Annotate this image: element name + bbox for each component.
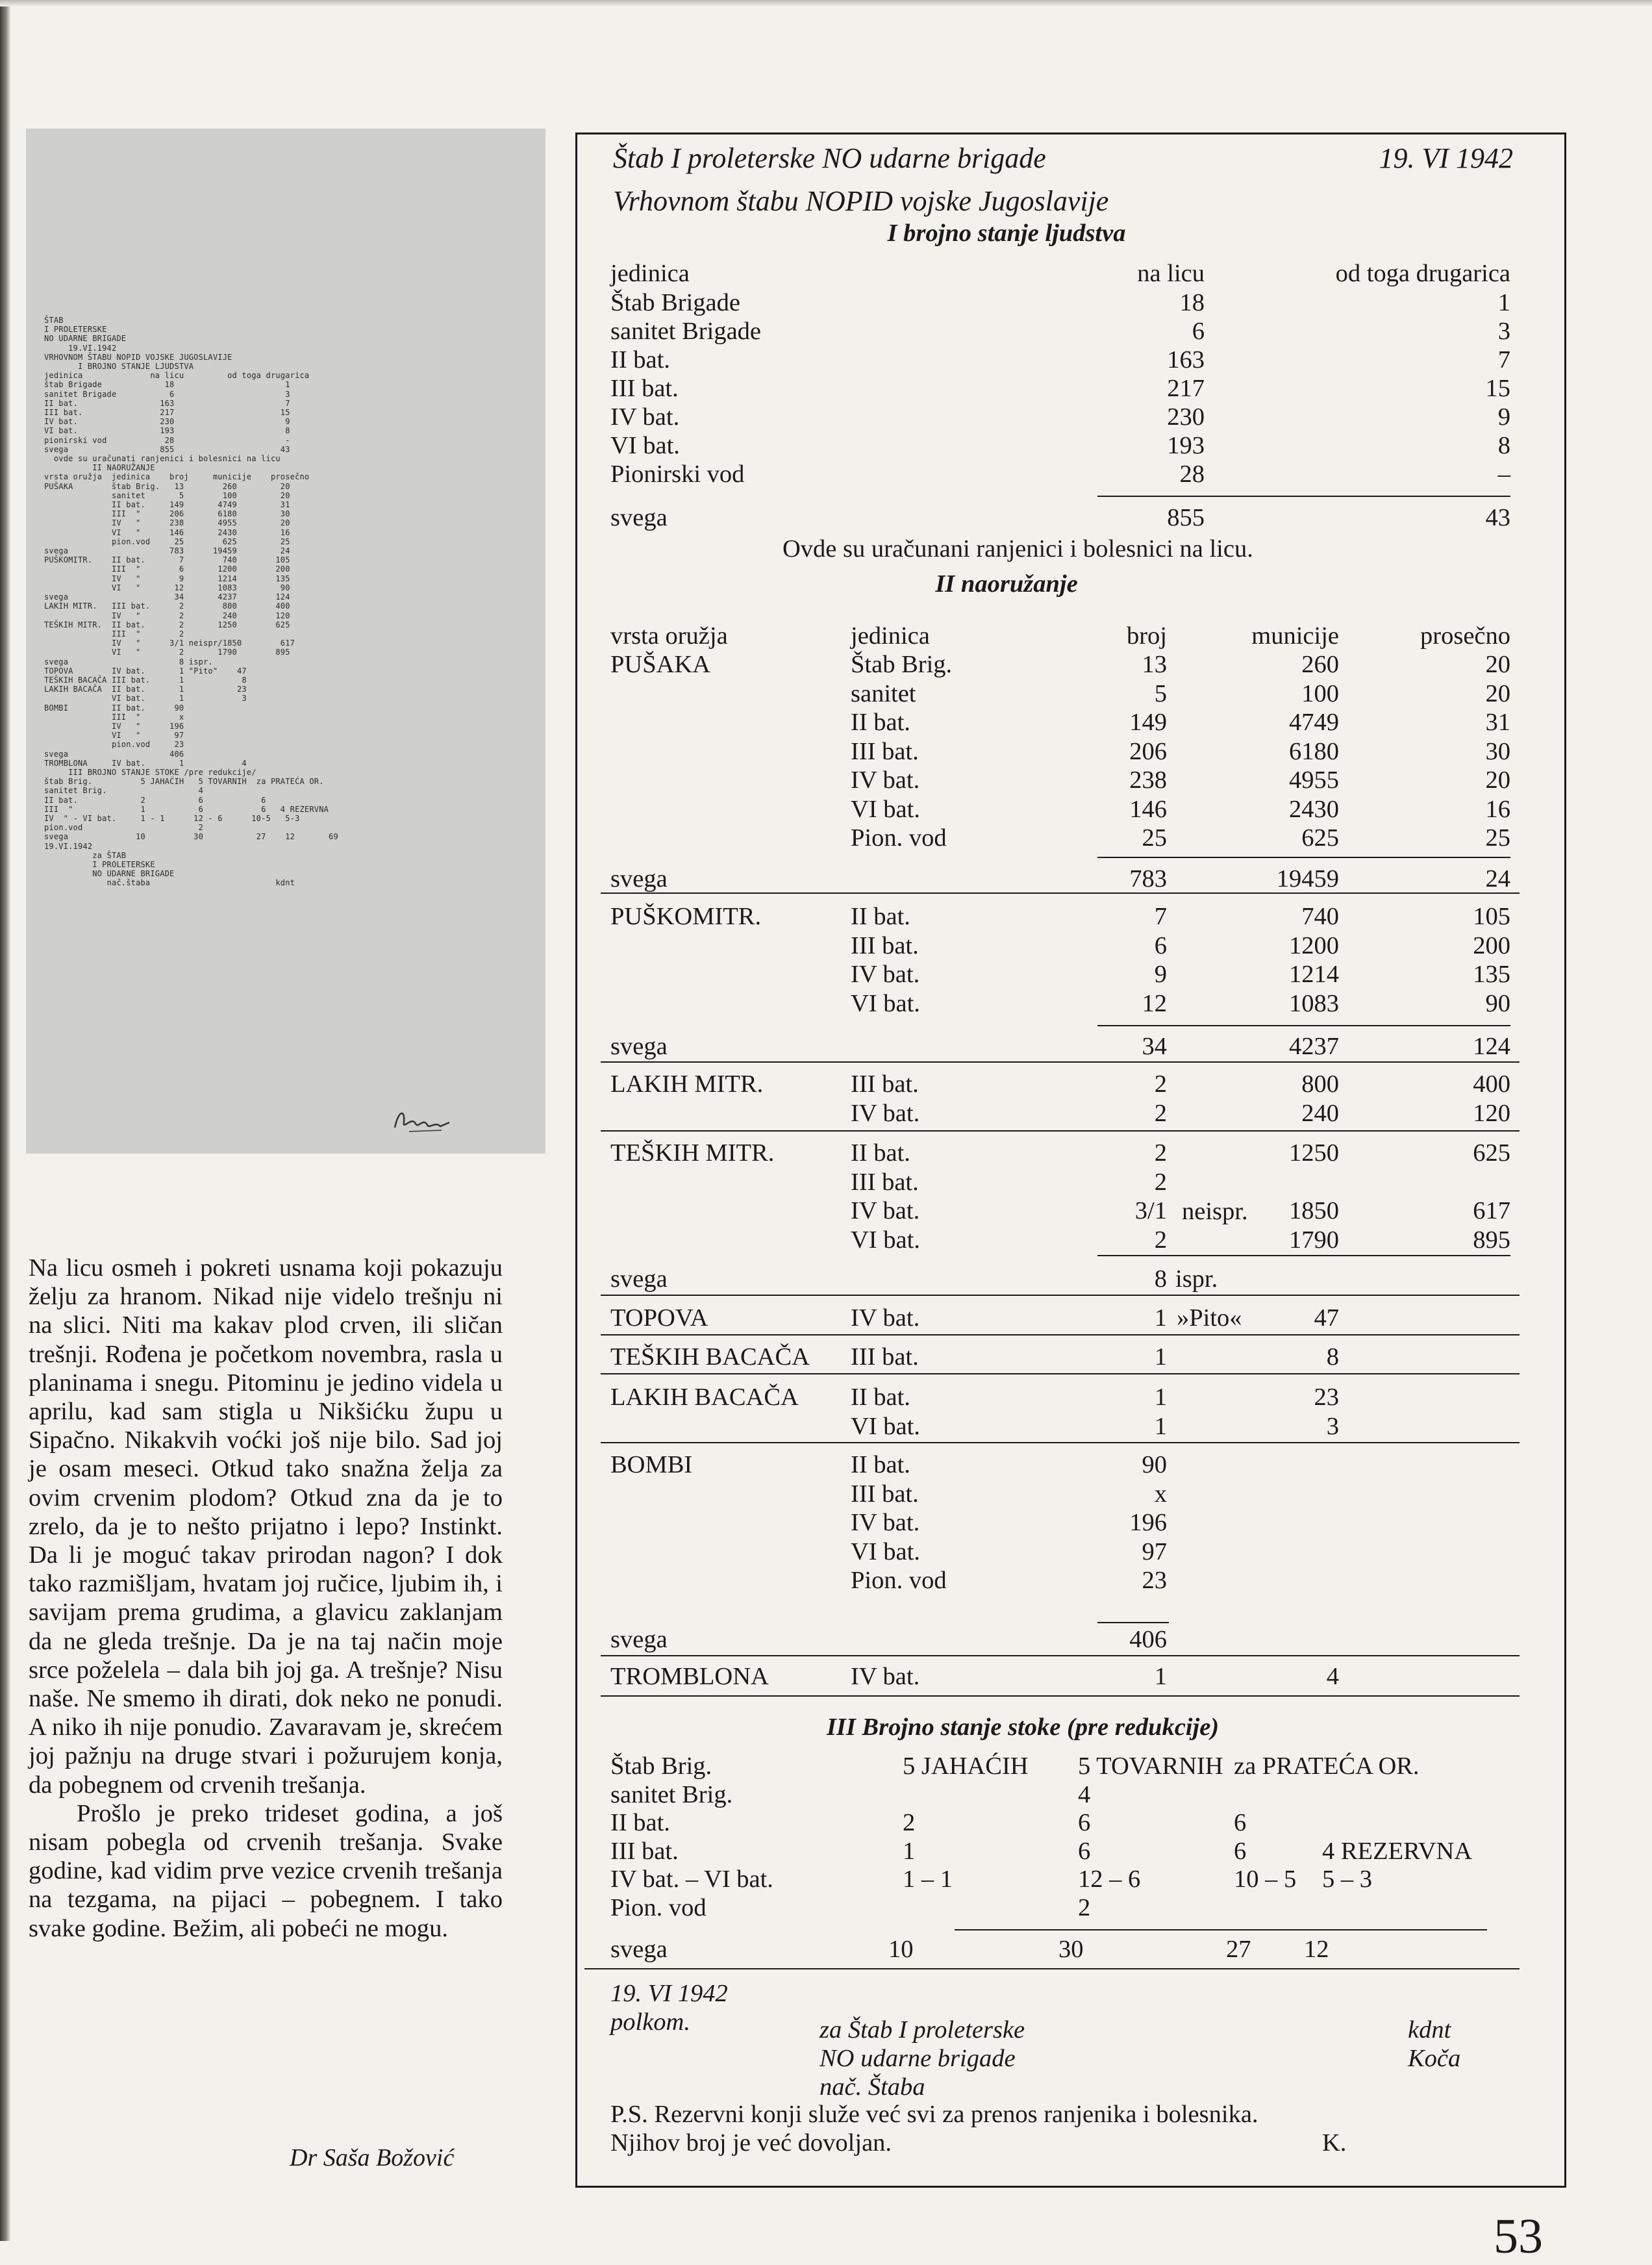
total-value: 10 bbox=[888, 1936, 914, 1963]
total-value: 30 bbox=[1058, 1936, 1084, 1963]
table-cell: 400 bbox=[1473, 1070, 1510, 1098]
table-cell: 2430 bbox=[1289, 795, 1339, 823]
table-cell: 617 bbox=[1473, 1197, 1510, 1224]
unit-label: II bat. bbox=[851, 709, 910, 736]
header-recipient: Vrhovnom štabu NOPID vojske Jugoslavije bbox=[613, 185, 1109, 217]
unit-label: III bat. bbox=[851, 931, 919, 959]
unit-label: VI bat. bbox=[851, 989, 920, 1017]
table-cell: 230 bbox=[1167, 403, 1205, 431]
section-rule bbox=[601, 1695, 1520, 1697]
table-cell: 1 bbox=[1497, 289, 1510, 316]
unit-label: Štab Brig. bbox=[851, 651, 953, 678]
column-header: vrsta oružja bbox=[610, 622, 728, 650]
table-cell: 217 bbox=[1167, 375, 1205, 402]
table-cell: 20 bbox=[1485, 766, 1510, 794]
table-cell: 1 bbox=[1154, 1663, 1167, 1690]
total-rule bbox=[1097, 1025, 1510, 1026]
unit-label: VI bat. bbox=[851, 1412, 920, 1440]
section-rule bbox=[601, 1130, 1520, 1132]
table-cell: 193 bbox=[1167, 432, 1205, 459]
total-value: 27 bbox=[1226, 1936, 1251, 1963]
table-cell: – bbox=[1497, 461, 1510, 488]
table-cell: 2 bbox=[1154, 1226, 1167, 1254]
unit-label: VI bat. bbox=[851, 795, 920, 823]
table-cell: 3 bbox=[1326, 1412, 1339, 1440]
unit-label: II bat. bbox=[851, 903, 910, 930]
section-rule bbox=[601, 1334, 1520, 1335]
unit-label: III bat. bbox=[610, 1837, 679, 1865]
table-cell: 7 bbox=[1154, 903, 1167, 930]
table-cell: 1 bbox=[1154, 1384, 1167, 1411]
table-cell: 18 bbox=[1179, 289, 1205, 316]
weapon-type-label: TROMBLONA bbox=[610, 1663, 769, 1690]
total-label: svega bbox=[610, 1265, 668, 1293]
table-cell: 2 bbox=[1078, 1893, 1091, 1921]
unit-label: III bat. bbox=[851, 737, 919, 765]
postscript-line: Njihov broj je već dovoljan. bbox=[610, 2129, 892, 2157]
table-cell: 9 bbox=[1497, 403, 1510, 431]
unit-label: IV bat. – VI bat. bbox=[610, 1866, 773, 1893]
author-signature: Dr Saša Božović bbox=[290, 2144, 455, 2171]
table-cell: 4 bbox=[1326, 1663, 1339, 1690]
total-label: svega bbox=[610, 865, 668, 892]
table-cell: 1214 bbox=[1289, 961, 1339, 988]
table-row-label: Štab Brigade bbox=[610, 289, 740, 316]
table-cell: 1083 bbox=[1289, 989, 1339, 1017]
table-cell: 5 bbox=[1154, 679, 1167, 707]
table-cell: 1 bbox=[1154, 1412, 1167, 1440]
table-cell: 105 bbox=[1473, 903, 1510, 930]
table-cell: 23 bbox=[1142, 1567, 1167, 1594]
table-cell: 5 TOVARNIH bbox=[1078, 1753, 1223, 1780]
total-label: svega bbox=[610, 1936, 668, 1963]
table-cell: 1790 bbox=[1289, 1226, 1339, 1254]
table-row-label: sanitet Brigade bbox=[610, 318, 761, 345]
table-cell: 4749 bbox=[1289, 709, 1339, 736]
total-value: 8 bbox=[1154, 1265, 1167, 1293]
unit-label: III bat. bbox=[851, 1070, 919, 1098]
table-cell: 20 bbox=[1485, 679, 1510, 707]
note-neispr: neispr. bbox=[1182, 1198, 1248, 1225]
table-cell: 163 bbox=[1167, 346, 1205, 373]
column-header: od toga drugarica bbox=[1335, 260, 1510, 287]
total-value: 24 bbox=[1485, 865, 1510, 892]
weapon-type-label: LAKIH BACAČA bbox=[610, 1384, 799, 1411]
unit-label: IV bat. bbox=[851, 766, 920, 794]
table-row-label: IV bat. bbox=[610, 403, 680, 431]
table-cell: 2 bbox=[903, 1809, 916, 1836]
table-cell: 3/1 bbox=[1134, 1197, 1167, 1224]
table-cell: 740 bbox=[1301, 903, 1339, 930]
table-cell: 10 – 5 bbox=[1234, 1866, 1297, 1893]
table-cell: x bbox=[1154, 1480, 1167, 1508]
table-cell: 240 bbox=[1301, 1099, 1339, 1127]
total-value: 19459 bbox=[1276, 865, 1339, 892]
unit-label: Pion. vod bbox=[851, 1567, 947, 1594]
column-header: jedinica bbox=[610, 260, 690, 287]
table-cell: 196 bbox=[1129, 1509, 1167, 1536]
table-cell: 800 bbox=[1301, 1070, 1339, 1098]
table-cell: 1 – 1 bbox=[903, 1866, 953, 1893]
header-sender: Štab I proleterske NO udarne brigade bbox=[613, 142, 1046, 174]
table-cell: 25 bbox=[1485, 824, 1510, 852]
table-cell: 895 bbox=[1473, 1226, 1510, 1254]
footer-signatory: nač. Štaba bbox=[820, 2073, 925, 2101]
section-1-note: Ovde su uračunani ranjenici i bolesnici na licu. bbox=[782, 535, 1253, 563]
section-rule bbox=[584, 1968, 1520, 1969]
total-value: 4237 bbox=[1289, 1033, 1339, 1060]
table-cell: 2 bbox=[1154, 1168, 1167, 1196]
table-cell: 6 bbox=[1078, 1837, 1091, 1865]
table-cell: 31 bbox=[1485, 709, 1510, 736]
table-cell: 6 bbox=[1154, 931, 1167, 959]
section-1-title: I brojno stanje ljudstva bbox=[887, 220, 1126, 247]
unit-label: II bat. bbox=[851, 1384, 910, 1411]
total-value: 406 bbox=[1129, 1626, 1167, 1653]
column-header: prosečno bbox=[1420, 622, 1510, 650]
section-2-title: II naoružanje bbox=[935, 570, 1078, 598]
book-spine-shadow bbox=[0, 0, 10, 2241]
total-value: 124 bbox=[1473, 1033, 1510, 1060]
total-label: svega bbox=[610, 1033, 668, 1060]
column-header: broj bbox=[1126, 622, 1167, 650]
signature-icon bbox=[390, 1103, 455, 1135]
table-cell: 16 bbox=[1485, 795, 1510, 823]
unit-label: IV bat. bbox=[851, 1304, 920, 1332]
table-cell: 146 bbox=[1129, 795, 1167, 823]
total-rule bbox=[1097, 1622, 1169, 1623]
unit-label: II bat. bbox=[851, 1139, 910, 1167]
total-rule bbox=[955, 1929, 1487, 1930]
table-cell: 2 bbox=[1154, 1099, 1167, 1127]
unit-label: sanitet Brig. bbox=[610, 1780, 733, 1808]
table-cell: 6180 bbox=[1289, 737, 1339, 765]
total-rule bbox=[1097, 857, 1510, 858]
scanned-document-photo bbox=[26, 129, 545, 1154]
table-cell: 135 bbox=[1473, 961, 1510, 988]
unit-label: II bat. bbox=[610, 1809, 670, 1836]
table-cell: 20 bbox=[1485, 651, 1510, 678]
table-cell: 12 – 6 bbox=[1078, 1866, 1141, 1893]
table-cell: 5 JAHAĆIH bbox=[903, 1753, 1029, 1780]
note-pito: »Pito« bbox=[1177, 1304, 1242, 1332]
table-cell: 1 bbox=[1154, 1343, 1167, 1371]
weapon-type-label: PUŠAKA bbox=[610, 651, 711, 678]
table-cell: 30 bbox=[1485, 737, 1510, 765]
total-rule bbox=[1097, 1255, 1510, 1256]
unit-label: II bat. bbox=[851, 1451, 910, 1478]
memoir-paragraph-1: Na licu osmeh i pokreti usnama koji pokazuju želju za hranom. Nikad nije videlo trešnju ni na slici. Niti ma kakav plod crven, ili sličan trešnji. Rođena je početkom novembra, rasla u planinama i snegu. Pitominu je jedino videla u aprilu, kad sam stigla u Nikšićku župu u Sipačno. Nikakvih voćki još nije bilo. Sad joj je osam meseci. Otkud tako snažna želja za ovim crvenim plodom? Otkud zna da je to zrelo, da je to nešto prijatno i lepo? Instinkt. Da li je moguć takav prirodan nagon? I dok tako razmišljam, hvatam joj ručice, ljubim ih, i savijam prema grudima, a glavicu zaklanjam da ne gleda trešnje. Da je na taj način moje srce poželela – dala bih joj ga. A trešnje? Nisu naše. Ne smemo ih dirati, dok neko ne ponudi. A niko ih nije ponudio. Zavaravam je, skrećem joj pažnju na druge stvari i požurujem konja, da pobegnem od crvenih trešanja. bbox=[29, 1254, 503, 1799]
unit-label: IV bat. bbox=[851, 1663, 920, 1690]
weapon-type-label: TEŠKIH BACAČA bbox=[610, 1343, 810, 1371]
table-cell: 238 bbox=[1129, 766, 1167, 794]
footer-commander: Koča bbox=[1408, 2045, 1461, 2072]
footer-signatory: za Štab I proleterske bbox=[820, 2016, 1025, 2044]
table-cell: 5 – 3 bbox=[1322, 1866, 1372, 1893]
total-rule bbox=[1097, 496, 1510, 497]
table-cell: 2 bbox=[1154, 1070, 1167, 1098]
scanned-document-text: ŠTAB I PROLETERSKE NO UDARNE BRIGADE 19.VI.1942 VRHOVNOM ŠTABU NOPID VOJSKE JUGOSLAVIJE I BROJNO STANJE LJUDSTVA jedinica na licu od toga drugarica štab Brigade 18 1 sanitet Brigade 6 3 II bat. 163 7 III bat. 217 15 IV bat. 230 9 VI bat. 193 8 pionirski vod 28 - svega 855 43 ovde su uračunati ranjenici i bolesnici na licu II NAORUŽANJE vrsta oružja jedinica broj municije prosečno PUŠAKA štab Brig. 13 260 20 sanitet 5 100 20 II bat. 149 4749 31 III " 206 6180 30 IV " 238 4955 20 VI " 146 2430 16 pion.vod 25 625 25 svega 783 19459 24 PUŠKOMITR. II bat. 7 740 105 III " 6 1200 200 IV " 9 1214 135 VI " 12 1083 90 svega 34 4237 124 LAKIH MITR. III bat. 2 800 400 IV " 2 240 120 TEŠKIH MITR. II bat. 2 1250 625 III " 2 IV " 3/1 neispr/1850 617 VI " 2 1790 895 svega 8 ispr. TOPOVA IV bat. 1 "Pito" 47 TEŠKIH BACAČA III bat. 1 8 LAKIH BACAČA II bat. 1 23 VI bat. 1 3 BOMBI II bat. 90 III " x IV " 196 VI " 97 pion.vod 23 svega 406 TROMBLONA IV bat. 1 4 III BROJNO STANJE STOKE /pre redukcije/ štab Brig. 5 JAHAĆIH 5 TOVARNIH za PRATEĆA OR. sanitet Brig. 4 II bat. 2 6 6 III " 1 6 6 4 REZERVNA IV " - VI bat. 1 - 1 12 - 6 10-5 5-3 pion.vod 2 svega 10 30 27 12 69 19.VI.1942 za ŠTAB I PROLETERSKE NO UDARNE BRIGADE nač.štaba kdnt bbox=[44, 316, 338, 888]
table-cell: 4955 bbox=[1289, 766, 1339, 794]
table-cell: 6 bbox=[1234, 1837, 1247, 1865]
table-cell: 90 bbox=[1485, 989, 1510, 1017]
table-cell: 13 bbox=[1142, 651, 1167, 678]
table-cell: 2 bbox=[1154, 1139, 1167, 1167]
memoir-text bbox=[29, 1254, 503, 1943]
unit-label: IV bat. bbox=[851, 1509, 920, 1536]
note-ispr: ispr. bbox=[1175, 1265, 1218, 1293]
table-cell: 149 bbox=[1129, 709, 1167, 736]
page-number: 53 bbox=[1494, 2209, 1543, 2264]
total-label: svega bbox=[610, 504, 668, 531]
unit-label: III bat. bbox=[851, 1168, 919, 1196]
table-cell: 8 bbox=[1326, 1343, 1339, 1371]
total-label: svega bbox=[610, 1626, 668, 1653]
table-cell: 260 bbox=[1301, 651, 1339, 678]
postscript-sign: K. bbox=[1322, 2129, 1347, 2157]
section-rule bbox=[601, 1295, 1520, 1296]
table-cell: 120 bbox=[1473, 1099, 1510, 1127]
column-header: na licu bbox=[1137, 260, 1205, 287]
total-value: 34 bbox=[1142, 1033, 1167, 1060]
unit-label: VI bat. bbox=[851, 1226, 920, 1254]
table-cell: 6 bbox=[1192, 318, 1205, 345]
total-value: 855 bbox=[1167, 504, 1205, 531]
table-cell: 1850 bbox=[1289, 1197, 1339, 1224]
total-value: 12 bbox=[1304, 1936, 1329, 1963]
footer-signatory: NO udarne brigade bbox=[820, 2045, 1016, 2072]
section-rule bbox=[601, 1061, 1520, 1063]
unit-label: IV bat. bbox=[851, 961, 920, 988]
table-cell: 1 bbox=[1154, 1304, 1167, 1332]
unit-label: III bat. bbox=[851, 1343, 919, 1371]
table-cell: 100 bbox=[1301, 679, 1339, 707]
table-cell: 625 bbox=[1301, 824, 1339, 852]
unit-label: Štab Brig. bbox=[610, 1753, 712, 1780]
section-rule bbox=[601, 892, 1520, 894]
section-rule bbox=[601, 1442, 1520, 1443]
header-date: 19. VI 1942 bbox=[1379, 142, 1513, 174]
table-cell: 28 bbox=[1179, 461, 1205, 488]
weapon-type-label: LAKIH MITR. bbox=[610, 1070, 764, 1098]
table-cell: 47 bbox=[1314, 1304, 1339, 1332]
unit-label: sanitet bbox=[851, 679, 916, 707]
table-cell: 9 bbox=[1154, 961, 1167, 988]
unit-label: Pion. vod bbox=[610, 1893, 707, 1921]
table-cell: 8 bbox=[1497, 432, 1510, 459]
column-header: municije bbox=[1251, 622, 1339, 650]
table-cell: 625 bbox=[1473, 1139, 1510, 1167]
table-row-label: Pionirski vod bbox=[610, 461, 745, 488]
total-value: 43 bbox=[1485, 504, 1510, 531]
table-cell: 15 bbox=[1485, 375, 1510, 402]
section-rule bbox=[601, 1655, 1520, 1656]
section-3-title: III Brojno stanje stoke (pre redukcije) bbox=[826, 1714, 1220, 1741]
table-cell: za PRATEĆA OR. bbox=[1234, 1753, 1420, 1780]
table-cell: 6 bbox=[1078, 1809, 1091, 1836]
unit-label: IV bat. bbox=[851, 1099, 920, 1127]
footer-commander: kdnt bbox=[1408, 2016, 1451, 2044]
unit-label: Pion. vod bbox=[851, 824, 947, 852]
table-cell: 7 bbox=[1497, 346, 1510, 373]
footer-polkom: polkom. bbox=[610, 2008, 690, 2036]
table-cell: 1200 bbox=[1289, 931, 1339, 959]
table-cell: 3 bbox=[1497, 318, 1510, 345]
unit-label: VI bat. bbox=[851, 1537, 920, 1565]
table-cell: 200 bbox=[1473, 931, 1510, 959]
weapon-type-label: BOMBI bbox=[610, 1451, 693, 1478]
table-row-label: III bat. bbox=[610, 375, 679, 402]
table-cell: 4 bbox=[1078, 1780, 1091, 1808]
table-row-label: VI bat. bbox=[610, 432, 680, 459]
memoir-paragraph-2: Prošlo je preko trideset godina, a još nisam pobegla od crvenih trešanja. Svake godine, kad vidim prve vezice crvenih trešanja na tezgama, na pijaci – pobegnem. I tako svake godine. Bežim, ali pobeći ne mogu. bbox=[29, 1799, 503, 1942]
table-row-label: II bat. bbox=[610, 346, 670, 373]
table-cell: 206 bbox=[1129, 737, 1167, 765]
weapon-type-label: TEŠKIH MITR. bbox=[610, 1139, 775, 1167]
table-cell: 1250 bbox=[1289, 1139, 1339, 1167]
table-cell: 12 bbox=[1142, 989, 1167, 1017]
table-cell: 4 REZERVNA bbox=[1322, 1837, 1473, 1865]
table-cell: 1 bbox=[903, 1837, 916, 1865]
table-cell: 97 bbox=[1142, 1537, 1167, 1565]
unit-label: IV bat. bbox=[851, 1197, 920, 1224]
weapon-type-label: PUŠKOMITR. bbox=[610, 903, 762, 930]
weapon-type-label: TOPOVA bbox=[610, 1304, 708, 1332]
table-cell: 90 bbox=[1142, 1451, 1167, 1478]
postscript-line: P.S. Rezervni konji služe već svi za prenos ranjenika i bolesnika. bbox=[610, 2101, 1258, 2128]
table-cell: 6 bbox=[1234, 1809, 1247, 1836]
section-rule bbox=[601, 1373, 1520, 1374]
footer-date: 19. VI 1942 bbox=[610, 1980, 728, 2007]
column-header: jedinica bbox=[851, 622, 930, 650]
table-cell: 25 bbox=[1142, 824, 1167, 852]
unit-label: III bat. bbox=[851, 1480, 919, 1508]
top-shadow bbox=[0, 0, 1652, 6]
table-cell: 23 bbox=[1314, 1384, 1339, 1411]
total-value: 783 bbox=[1129, 865, 1167, 892]
